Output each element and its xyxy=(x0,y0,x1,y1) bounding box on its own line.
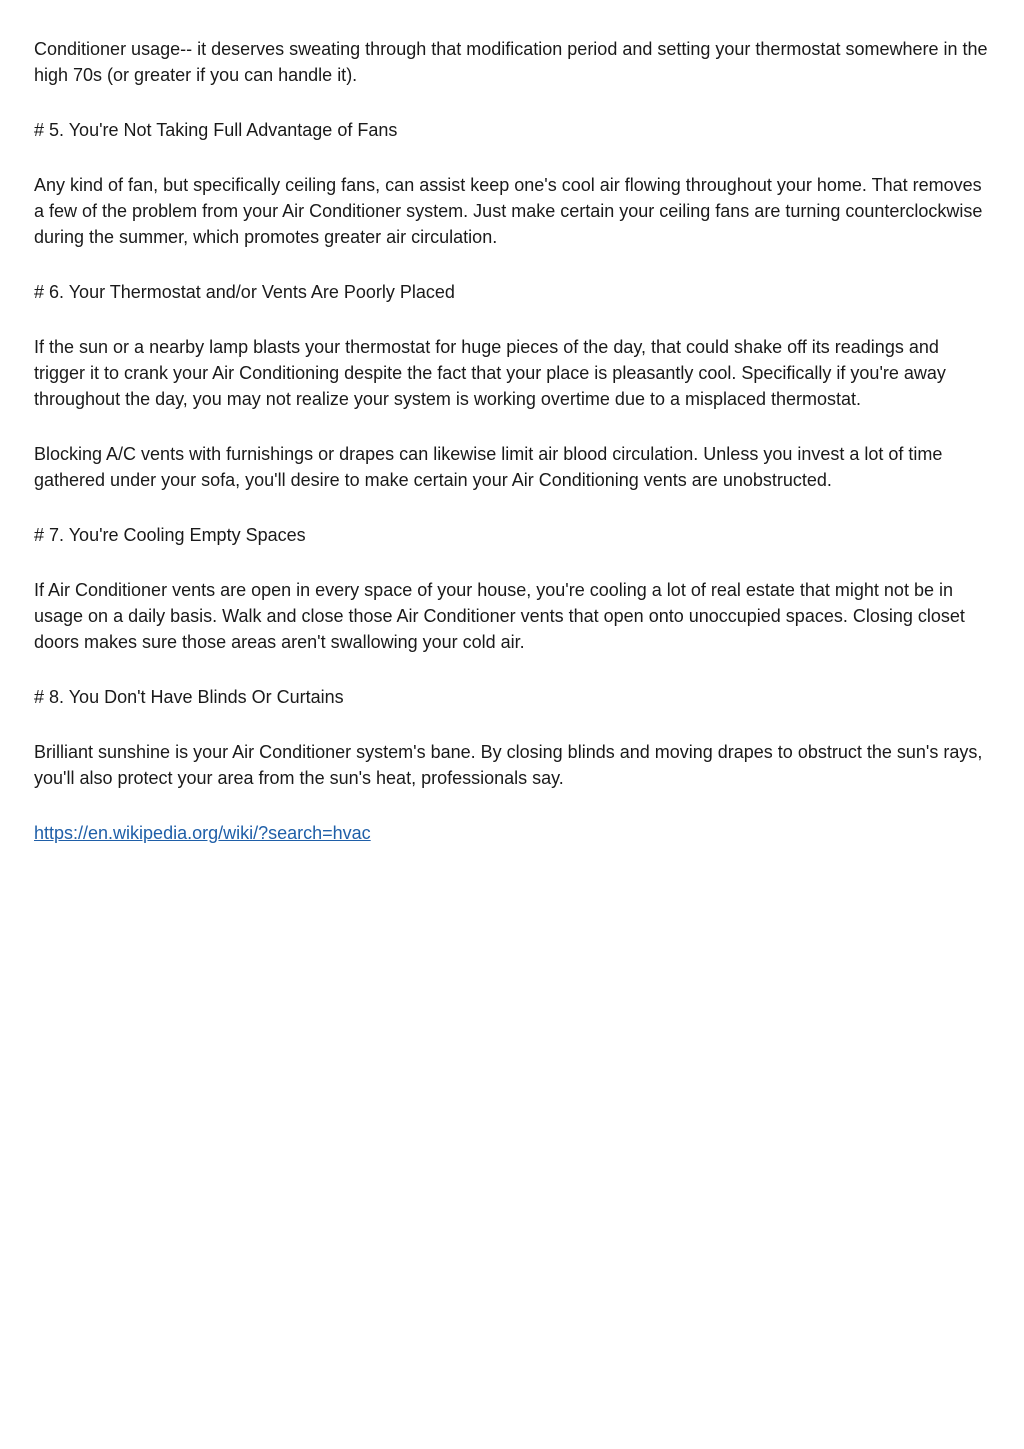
paragraph-blocked-vents: Blocking A/C vents with furnishings or drapes can likewise limit air blood circulation. Unless you invest a lot of time gathered under your sofa, you'll desire to make certain your Air Conditioning vents are unobstructed. xyxy=(34,444,943,490)
document-body xyxy=(34,36,992,875)
reference-link[interactable]: https://en.wikipedia.org/wiki/?search=hvac xyxy=(34,823,371,843)
paragraph-intro-continued: Conditioner usage-- it deserves sweating through that modification period and setting your thermostat somewhere in the high 70s (or greater if you can handle it). xyxy=(34,39,988,85)
paragraph-fans: Any kind of fan, but specifically ceiling fans, can assist keep one's cool air flowing throughout your home. That removes a few of the problem from your Air Conditioner system. Just make certain your ceiling fans are turning counterclockwise during the summer, which promotes greater air circulation. xyxy=(34,175,983,247)
paragraph-empty-spaces: If Air Conditioner vents are open in every space of your house, you're cooling a lot of real estate that might not be in usage on a daily basis. Walk and close those Air Conditioner vents that open onto unoccupied spaces. Closing closet doors makes sure those areas aren't swallowing your cold air. xyxy=(34,580,965,652)
heading-tip-8: # 8. You Don't Have Blinds Or Curtains xyxy=(34,687,344,707)
paragraph-blinds-curtains: Brilliant sunshine is your Air Conditioner system's bane. By closing blinds and moving drapes to obstruct the sun's rays, you'll also protect your area from the sun's heat, professionals say. xyxy=(34,742,983,788)
heading-tip-6: # 6. Your Thermostat and/or Vents Are Poorly Placed xyxy=(34,282,455,302)
link-container xyxy=(34,820,992,846)
heading-tip-7: # 7. You're Cooling Empty Spaces xyxy=(34,525,306,545)
heading-tip-5: # 5. You're Not Taking Full Advantage of Fans xyxy=(34,120,398,140)
paragraph-thermostat-placement: If the sun or a nearby lamp blasts your thermostat for huge pieces of the day, that could shake off its readings and trigger it to crank your Air Conditioning despite the fact that your place is pleasantly cool. Specifically if you're away throughout the day, you may not realize your system is working overtime due to a misplaced thermostat. xyxy=(34,337,946,409)
